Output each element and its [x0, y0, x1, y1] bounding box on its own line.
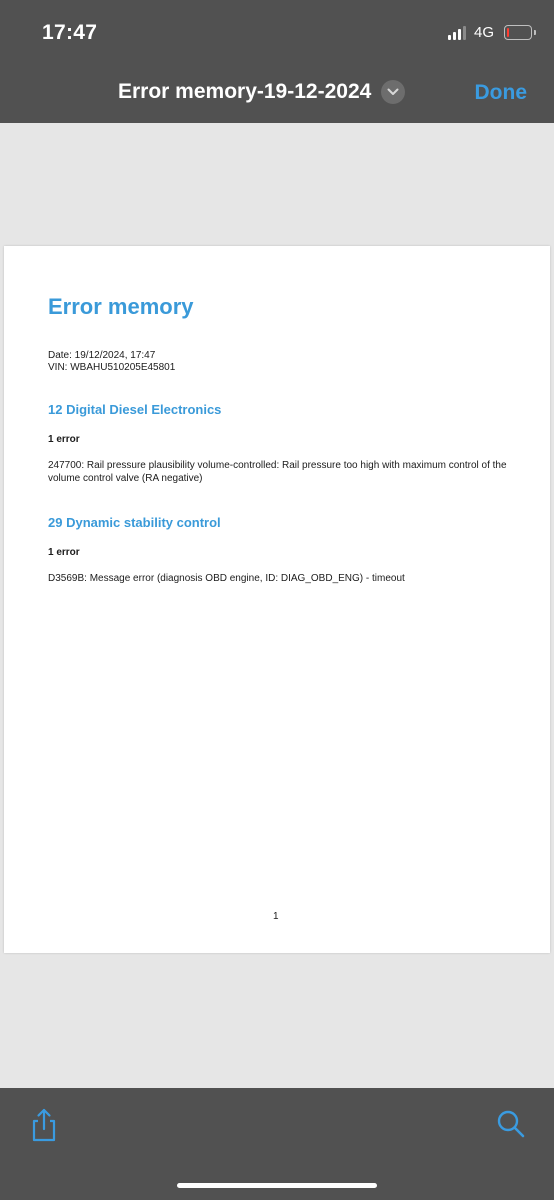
- signal-icon: [448, 26, 466, 40]
- error-description: 247700: Rail pressure plausibility volume-controlled: Rail pressure too high with maximum control of the volume control valve (RA negative): [48, 460, 507, 484]
- network-type: 4G: [473, 24, 494, 41]
- top-bar: [0, 0, 554, 123]
- error-count: 1 error: [48, 547, 80, 558]
- status-indicators: [448, 24, 532, 41]
- vin-line: VIN: WBAHU510205E45801: [48, 362, 176, 373]
- page-number: 1: [273, 911, 279, 922]
- pdf-page: [4, 246, 550, 953]
- document-meta: [48, 350, 175, 374]
- home-indicator[interactable]: [177, 1183, 377, 1188]
- date-line: Date: 19/12/2024, 17:47: [48, 350, 156, 361]
- page-heading: Error memory: [48, 294, 194, 319]
- document-title-menu[interactable]: [118, 80, 405, 104]
- section-title: 12 Digital Diesel Electronics: [48, 402, 222, 417]
- document-title[interactable]: Error memory-19-12-2024: [118, 80, 372, 103]
- error-count: 1 error: [48, 434, 80, 445]
- share-icon[interactable]: [28, 1107, 60, 1143]
- done-button[interactable]: Done: [474, 81, 527, 104]
- error-description: D3569B: Message error (diagnosis OBD engine, ID: DIAG_OBD_ENG) - timeout: [48, 573, 405, 584]
- chevron-down-icon[interactable]: [381, 80, 405, 104]
- status-time: 17:47: [42, 21, 98, 44]
- bottom-toolbar: [0, 1088, 554, 1200]
- section-title: 29 Dynamic stability control: [48, 515, 221, 530]
- battery-icon: [504, 25, 532, 40]
- search-icon[interactable]: [496, 1109, 526, 1139]
